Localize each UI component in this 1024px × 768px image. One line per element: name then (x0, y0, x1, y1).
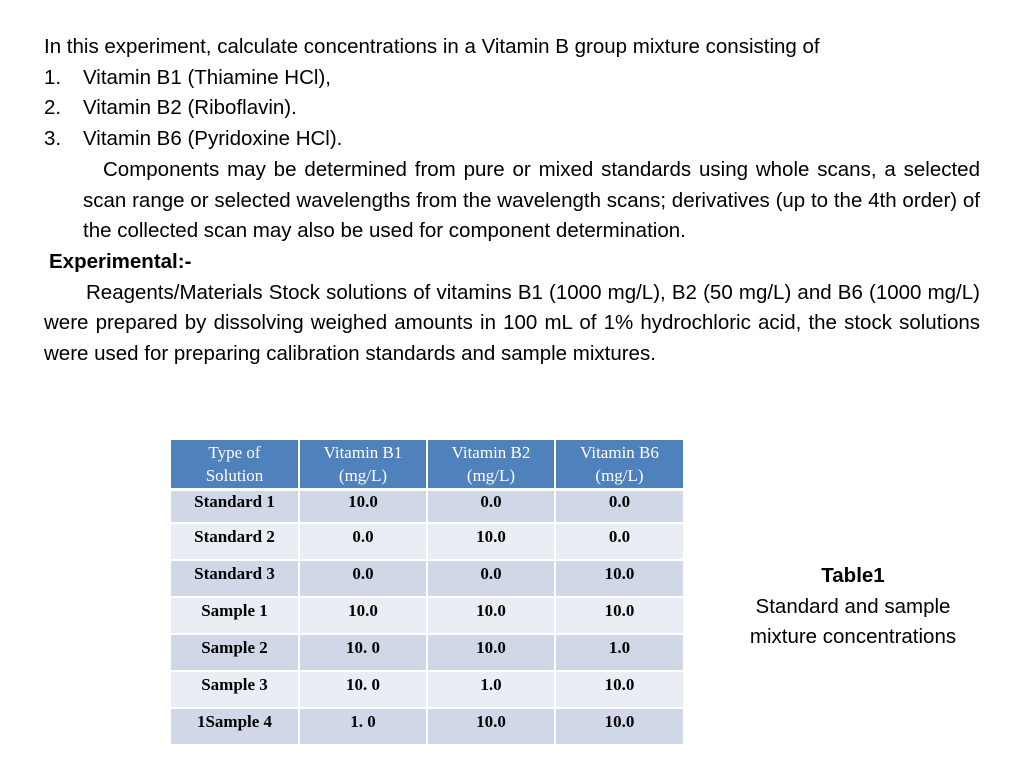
table-cell: Sample 3 (171, 671, 299, 708)
concentration-table (171, 440, 683, 744)
table-cell: 10.0 (427, 597, 555, 634)
list-number: 3. (44, 127, 62, 151)
table-cell: 0.0 (427, 560, 555, 597)
table-cell: Sample 2 (171, 634, 299, 671)
experimental-heading: Experimental:- (49, 249, 192, 273)
header-type-of-solution: Type of Solution (171, 440, 299, 490)
intro-text: In this experiment, calculate concentrations in a Vitamin B group mixture consisting of (44, 35, 820, 58)
table-row (171, 490, 683, 524)
vitamin-list-item (44, 63, 980, 94)
list-item-text: Vitamin B6 (Pyridoxine HCl). (83, 127, 343, 151)
table-cell: 10. 0 (299, 671, 427, 708)
table-row (171, 523, 683, 560)
table-cell: Standard 3 (171, 560, 299, 597)
list-number: 1. (44, 65, 62, 89)
table-cell: 10.0 (555, 708, 683, 744)
table-cell: 1Sample 4 (171, 708, 299, 744)
caption-title: Table1 (821, 564, 885, 587)
table-cell: 10.0 (555, 597, 683, 634)
table-header-row (171, 440, 683, 490)
list-number: 2. (44, 96, 62, 120)
table-cell: 0.0 (427, 490, 555, 524)
table-cell: Sample 1 (171, 597, 299, 634)
list-item-text: Vitamin B1 (Thiamine HCl), (83, 65, 331, 89)
caption-line: Standard and sample (755, 594, 951, 618)
table-cell: 10. 0 (299, 634, 427, 671)
table-cell: 10.0 (427, 523, 555, 560)
table-cell: 10.0 (299, 597, 427, 634)
table-cell: Standard 2 (171, 523, 299, 560)
header-vitamin-b2: Vitamin B2 (mg/L) (427, 440, 555, 490)
table-row (171, 708, 683, 744)
caption-line: mixture concentrations (749, 625, 957, 649)
vitamin-list-item (44, 93, 980, 124)
slide-body (44, 32, 980, 370)
table-caption (718, 561, 988, 653)
header-vitamin-b1: Vitamin B1 (mg/L) (299, 440, 427, 490)
table-cell: 1.0 (555, 634, 683, 671)
list-item-text: Vitamin B2 (Riboflavin). (83, 96, 297, 120)
table-cell: 10.0 (427, 708, 555, 744)
table-cell: 10.0 (555, 671, 683, 708)
table-cell: 0.0 (555, 490, 683, 524)
table-row (171, 671, 683, 708)
table-cell: Standard 1 (171, 490, 299, 524)
table-cell: 10.0 (299, 490, 427, 524)
table-row (171, 597, 683, 634)
vitamin-list-item (44, 124, 980, 155)
header-vitamin-b6: Vitamin B6 (mg/L) (555, 440, 683, 490)
table-cell: 1. 0 (299, 708, 427, 744)
table-cell: 10.0 (427, 634, 555, 671)
table-cell: 10.0 (555, 560, 683, 597)
table-row (171, 634, 683, 671)
table-cell: 1.0 (427, 671, 555, 708)
description-paragraph: Components may be determined from pure or mixed standards using whole scans, a selected scan range or selected wavelengths from the wavelength scans; derivatives (up to the 4th order) of the collected scan may also be used for component determination. (83, 157, 980, 243)
table-row (171, 560, 683, 597)
table-cell: 0.0 (299, 560, 427, 597)
table-cell: 0.0 (555, 523, 683, 560)
table-cell: 0.0 (299, 523, 427, 560)
reagents-paragraph: Reagents/Materials Stock solutions of vitamins B1 (1000 mg/L), B2 (50 mg/L) and B6 (1000 mg/L) were prepared by dissolving weighed amounts in 100 mL of 1% hydrochloric acid, the stock solutions were used for preparing calibration standards and sample mixtures. (44, 280, 980, 366)
